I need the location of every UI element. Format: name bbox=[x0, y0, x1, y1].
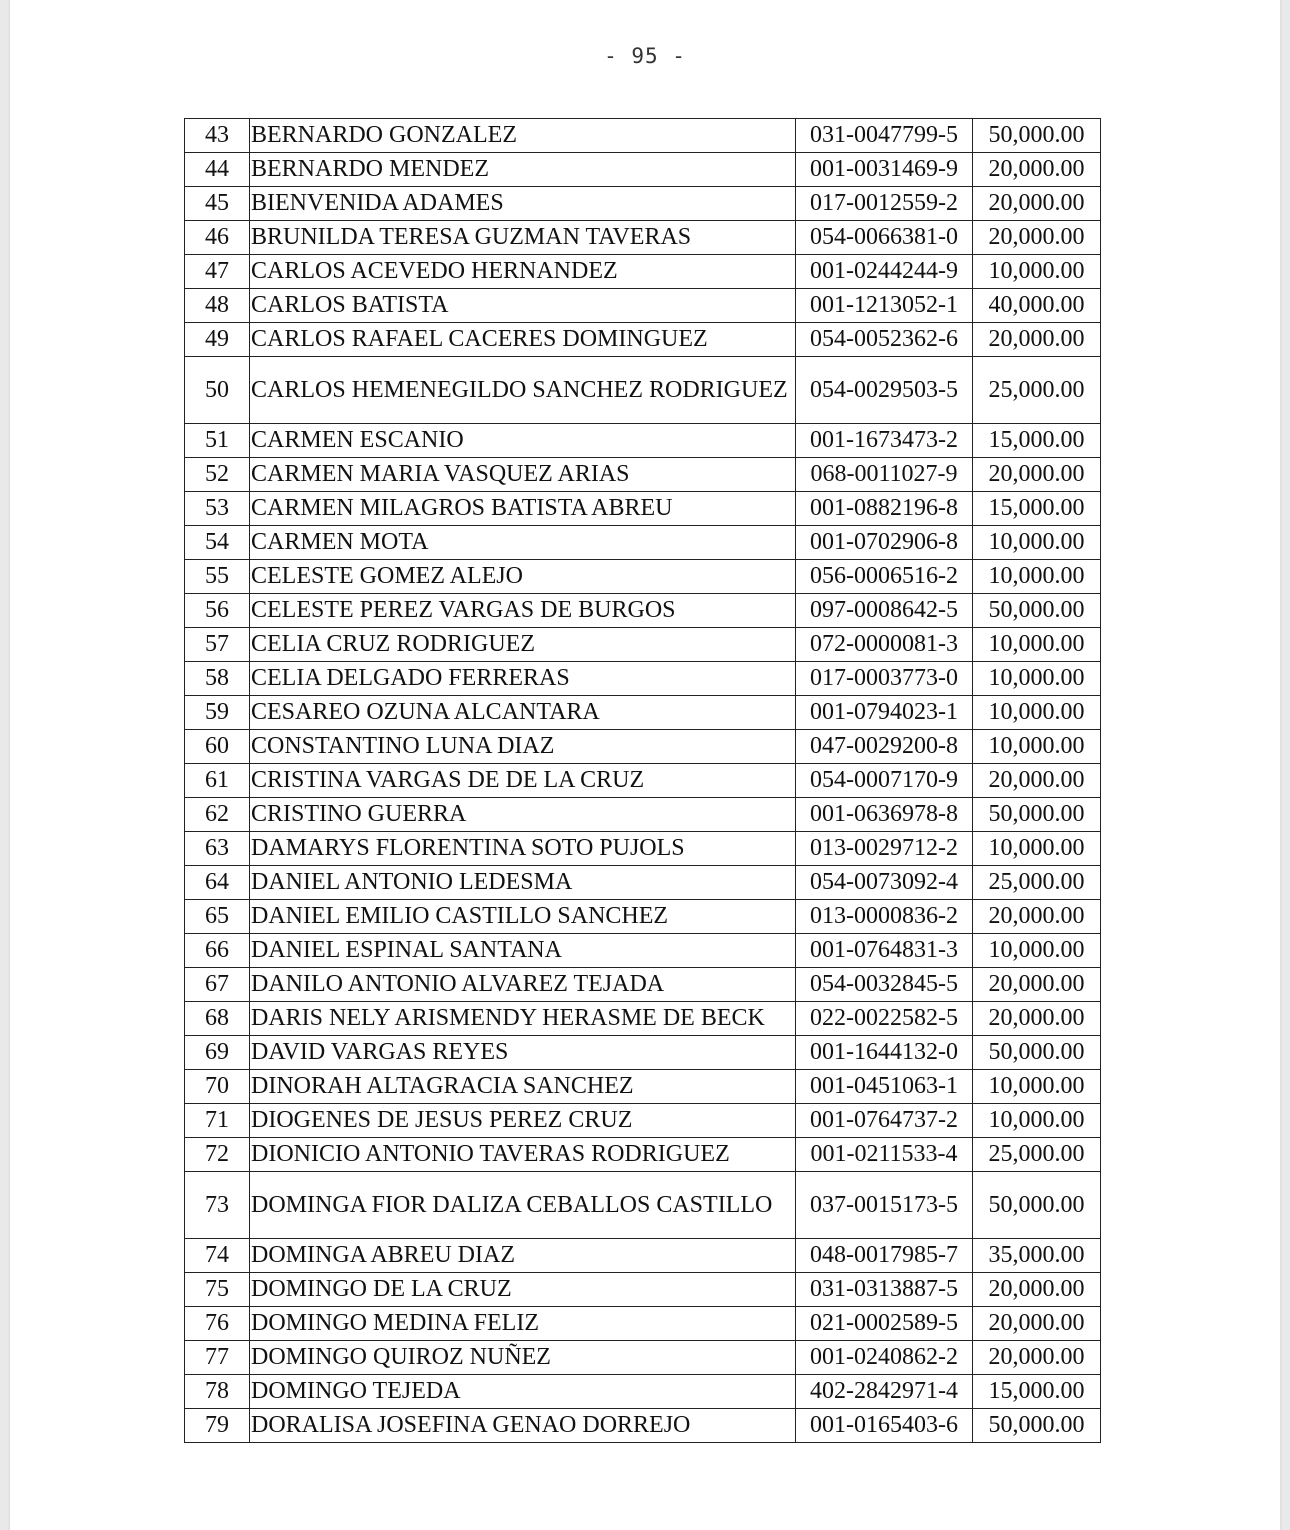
row-number-cell: 51 bbox=[185, 424, 250, 458]
amount-cell: 15,000.00 bbox=[973, 1375, 1101, 1409]
table-row bbox=[185, 560, 1101, 594]
id-number-cell: 056-0006516-2 bbox=[796, 560, 973, 594]
id-number-cell: 017-0003773-0 bbox=[796, 662, 973, 696]
table-row bbox=[185, 1002, 1101, 1036]
amount-cell: 20,000.00 bbox=[973, 323, 1101, 357]
name-cell: CELESTE GOMEZ ALEJO bbox=[250, 560, 796, 594]
name-cell: DOMINGO QUIROZ NUÑEZ bbox=[250, 1341, 796, 1375]
id-number-cell: 017-0012559-2 bbox=[796, 187, 973, 221]
table-row bbox=[185, 696, 1101, 730]
table-row bbox=[185, 866, 1101, 900]
amount-cell: 20,000.00 bbox=[973, 1273, 1101, 1307]
id-number-cell: 013-0000836-2 bbox=[796, 900, 973, 934]
amount-cell: 10,000.00 bbox=[973, 696, 1101, 730]
id-number-cell: 037-0015173-5 bbox=[796, 1172, 973, 1239]
row-number-cell: 47 bbox=[185, 255, 250, 289]
table-row bbox=[185, 1341, 1101, 1375]
row-number-cell: 70 bbox=[185, 1070, 250, 1104]
amount-cell: 10,000.00 bbox=[973, 934, 1101, 968]
row-number-cell: 56 bbox=[185, 594, 250, 628]
row-number-cell: 46 bbox=[185, 221, 250, 255]
row-number-cell: 58 bbox=[185, 662, 250, 696]
table-row bbox=[185, 934, 1101, 968]
table-row bbox=[185, 764, 1101, 798]
amount-cell: 10,000.00 bbox=[973, 1070, 1101, 1104]
name-cell: CRISTINA VARGAS DE DE LA CRUZ bbox=[250, 764, 796, 798]
table-row bbox=[185, 900, 1101, 934]
row-number-cell: 68 bbox=[185, 1002, 250, 1036]
amount-cell: 50,000.00 bbox=[973, 1036, 1101, 1070]
id-number-cell: 001-0240862-2 bbox=[796, 1341, 973, 1375]
amount-cell: 25,000.00 bbox=[973, 866, 1101, 900]
name-cell: CESAREO OZUNA ALCANTARA bbox=[250, 696, 796, 730]
amount-cell: 20,000.00 bbox=[973, 900, 1101, 934]
amount-cell: 20,000.00 bbox=[973, 1002, 1101, 1036]
amount-cell: 20,000.00 bbox=[973, 1341, 1101, 1375]
row-number-cell: 73 bbox=[185, 1172, 250, 1239]
name-cell: DANIEL EMILIO CASTILLO SANCHEZ bbox=[250, 900, 796, 934]
id-number-cell: 097-0008642-5 bbox=[796, 594, 973, 628]
name-cell: CARMEN MARIA VASQUEZ ARIAS bbox=[250, 458, 796, 492]
row-number-cell: 50 bbox=[185, 357, 250, 424]
amount-cell: 10,000.00 bbox=[973, 255, 1101, 289]
table-row bbox=[185, 1375, 1101, 1409]
amount-cell: 10,000.00 bbox=[973, 560, 1101, 594]
name-cell: DINORAH ALTAGRACIA SANCHEZ bbox=[250, 1070, 796, 1104]
row-number-cell: 65 bbox=[185, 900, 250, 934]
name-cell: CARLOS ACEVEDO HERNANDEZ bbox=[250, 255, 796, 289]
amount-cell: 20,000.00 bbox=[973, 764, 1101, 798]
row-number-cell: 78 bbox=[185, 1375, 250, 1409]
id-number-cell: 031-0047799-5 bbox=[796, 119, 973, 153]
amount-cell: 35,000.00 bbox=[973, 1239, 1101, 1273]
id-number-cell: 031-0313887-5 bbox=[796, 1273, 973, 1307]
name-cell: CARMEN MOTA bbox=[250, 526, 796, 560]
row-number-cell: 69 bbox=[185, 1036, 250, 1070]
id-number-cell: 013-0029712-2 bbox=[796, 832, 973, 866]
amount-cell: 50,000.00 bbox=[973, 1409, 1101, 1443]
row-number-cell: 63 bbox=[185, 832, 250, 866]
id-number-cell: 054-0066381-0 bbox=[796, 221, 973, 255]
name-cell: CARLOS HEMENEGILDO SANCHEZ RODRIGUEZ bbox=[250, 357, 796, 424]
table-row bbox=[185, 1307, 1101, 1341]
id-number-cell: 068-0011027-9 bbox=[796, 458, 973, 492]
row-number-cell: 49 bbox=[185, 323, 250, 357]
row-number-cell: 76 bbox=[185, 1307, 250, 1341]
name-cell: DARIS NELY ARISMENDY HERASME DE BECK bbox=[250, 1002, 796, 1036]
amount-cell: 20,000.00 bbox=[973, 187, 1101, 221]
table-row bbox=[185, 1409, 1101, 1443]
table-row bbox=[185, 1172, 1101, 1239]
amount-cell: 40,000.00 bbox=[973, 289, 1101, 323]
id-number-cell: 001-0702906-8 bbox=[796, 526, 973, 560]
id-number-cell: 054-0007170-9 bbox=[796, 764, 973, 798]
id-number-cell: 001-1673473-2 bbox=[796, 424, 973, 458]
name-cell: BERNARDO MENDEZ bbox=[250, 153, 796, 187]
amount-cell: 10,000.00 bbox=[973, 526, 1101, 560]
id-number-cell: 047-0029200-8 bbox=[796, 730, 973, 764]
row-number-cell: 59 bbox=[185, 696, 250, 730]
row-number-cell: 45 bbox=[185, 187, 250, 221]
id-number-cell: 054-0073092-4 bbox=[796, 866, 973, 900]
id-number-cell: 001-1213052-1 bbox=[796, 289, 973, 323]
row-number-cell: 64 bbox=[185, 866, 250, 900]
name-cell: DIOGENES DE JESUS PEREZ CRUZ bbox=[250, 1104, 796, 1138]
table-row bbox=[185, 662, 1101, 696]
table-row bbox=[185, 119, 1101, 153]
name-cell: DORALISA JOSEFINA GENAO DORREJO bbox=[250, 1409, 796, 1443]
row-number-cell: 77 bbox=[185, 1341, 250, 1375]
amount-cell: 20,000.00 bbox=[973, 221, 1101, 255]
roster-table-body bbox=[185, 119, 1101, 1443]
row-number-cell: 43 bbox=[185, 119, 250, 153]
row-number-cell: 67 bbox=[185, 968, 250, 1002]
row-number-cell: 71 bbox=[185, 1104, 250, 1138]
row-number-cell: 75 bbox=[185, 1273, 250, 1307]
id-number-cell: 072-0000081-3 bbox=[796, 628, 973, 662]
name-cell: BIENVENIDA ADAMES bbox=[250, 187, 796, 221]
id-number-cell: 001-0764831-3 bbox=[796, 934, 973, 968]
name-cell: CELESTE PEREZ VARGAS DE BURGOS bbox=[250, 594, 796, 628]
name-cell: CARMEN ESCANIO bbox=[250, 424, 796, 458]
id-number-cell: 048-0017985-7 bbox=[796, 1239, 973, 1273]
id-number-cell: 001-0764737-2 bbox=[796, 1104, 973, 1138]
name-cell: DAMARYS FLORENTINA SOTO PUJOLS bbox=[250, 832, 796, 866]
id-number-cell: 001-0451063-1 bbox=[796, 1070, 973, 1104]
row-number-cell: 79 bbox=[185, 1409, 250, 1443]
row-number-cell: 60 bbox=[185, 730, 250, 764]
roster-table bbox=[184, 118, 1101, 1443]
amount-cell: 10,000.00 bbox=[973, 730, 1101, 764]
amount-cell: 50,000.00 bbox=[973, 119, 1101, 153]
id-number-cell: 021-0002589-5 bbox=[796, 1307, 973, 1341]
name-cell: DIONICIO ANTONIO TAVERAS RODRIGUEZ bbox=[250, 1138, 796, 1172]
amount-cell: 20,000.00 bbox=[973, 968, 1101, 1002]
name-cell: CONSTANTINO LUNA DIAZ bbox=[250, 730, 796, 764]
row-number-cell: 74 bbox=[185, 1239, 250, 1273]
table-row bbox=[185, 492, 1101, 526]
name-cell: CARLOS BATISTA bbox=[250, 289, 796, 323]
table-row bbox=[185, 1239, 1101, 1273]
amount-cell: 50,000.00 bbox=[973, 594, 1101, 628]
id-number-cell: 001-0636978-8 bbox=[796, 798, 973, 832]
id-number-cell: 001-0244244-9 bbox=[796, 255, 973, 289]
name-cell: BERNARDO GONZALEZ bbox=[250, 119, 796, 153]
name-cell: DANIEL ANTONIO LEDESMA bbox=[250, 866, 796, 900]
name-cell: CRISTINO GUERRA bbox=[250, 798, 796, 832]
id-number-cell: 001-0031469-9 bbox=[796, 153, 973, 187]
id-number-cell: 001-0794023-1 bbox=[796, 696, 973, 730]
table-row bbox=[185, 323, 1101, 357]
row-number-cell: 57 bbox=[185, 628, 250, 662]
name-cell: CELIA CRUZ RODRIGUEZ bbox=[250, 628, 796, 662]
amount-cell: 25,000.00 bbox=[973, 357, 1101, 424]
amount-cell: 15,000.00 bbox=[973, 424, 1101, 458]
page-number: - 95 - bbox=[604, 44, 686, 68]
document-page bbox=[10, 0, 1280, 1530]
amount-cell: 20,000.00 bbox=[973, 458, 1101, 492]
table-row bbox=[185, 968, 1101, 1002]
amount-cell: 10,000.00 bbox=[973, 628, 1101, 662]
name-cell: CARLOS RAFAEL CACERES DOMINGUEZ bbox=[250, 323, 796, 357]
table-row bbox=[185, 832, 1101, 866]
amount-cell: 10,000.00 bbox=[973, 1104, 1101, 1138]
row-number-cell: 54 bbox=[185, 526, 250, 560]
table-row bbox=[185, 1104, 1101, 1138]
table-row bbox=[185, 458, 1101, 492]
name-cell: DOMINGO MEDINA FELIZ bbox=[250, 1307, 796, 1341]
amount-cell: 10,000.00 bbox=[973, 832, 1101, 866]
row-number-cell: 53 bbox=[185, 492, 250, 526]
table-row bbox=[185, 1138, 1101, 1172]
name-cell: BRUNILDA TERESA GUZMAN TAVERAS bbox=[250, 221, 796, 255]
name-cell: DANILO ANTONIO ALVAREZ TEJADA bbox=[250, 968, 796, 1002]
table-row bbox=[185, 424, 1101, 458]
amount-cell: 25,000.00 bbox=[973, 1138, 1101, 1172]
name-cell: CARMEN MILAGROS BATISTA ABREU bbox=[250, 492, 796, 526]
row-number-cell: 52 bbox=[185, 458, 250, 492]
table-row bbox=[185, 730, 1101, 764]
name-cell: DANIEL ESPINAL SANTANA bbox=[250, 934, 796, 968]
name-cell: CELIA DELGADO FERRERAS bbox=[250, 662, 796, 696]
id-number-cell: 001-0882196-8 bbox=[796, 492, 973, 526]
row-number-cell: 62 bbox=[185, 798, 250, 832]
amount-cell: 20,000.00 bbox=[973, 1307, 1101, 1341]
id-number-cell: 054-0029503-5 bbox=[796, 357, 973, 424]
table-row bbox=[185, 628, 1101, 662]
table-row bbox=[185, 221, 1101, 255]
table-row bbox=[185, 1036, 1101, 1070]
table-row bbox=[185, 153, 1101, 187]
id-number-cell: 054-0052362-6 bbox=[796, 323, 973, 357]
row-number-cell: 66 bbox=[185, 934, 250, 968]
row-number-cell: 55 bbox=[185, 560, 250, 594]
table-row bbox=[185, 798, 1101, 832]
name-cell: DOMINGO DE LA CRUZ bbox=[250, 1273, 796, 1307]
amount-cell: 50,000.00 bbox=[973, 1172, 1101, 1239]
row-number-cell: 61 bbox=[185, 764, 250, 798]
amount-cell: 50,000.00 bbox=[973, 798, 1101, 832]
amount-cell: 20,000.00 bbox=[973, 153, 1101, 187]
amount-cell: 10,000.00 bbox=[973, 662, 1101, 696]
name-cell: DOMINGA FIOR DALIZA CEBALLOS CASTILLO bbox=[250, 1172, 796, 1239]
name-cell: DAVID VARGAS REYES bbox=[250, 1036, 796, 1070]
id-number-cell: 402-2842971-4 bbox=[796, 1375, 973, 1409]
id-number-cell: 001-0211533-4 bbox=[796, 1138, 973, 1172]
name-cell: DOMINGA ABREU DIAZ bbox=[250, 1239, 796, 1273]
table-row bbox=[185, 594, 1101, 628]
row-number-cell: 72 bbox=[185, 1138, 250, 1172]
id-number-cell: 001-1644132-0 bbox=[796, 1036, 973, 1070]
table-row bbox=[185, 255, 1101, 289]
name-cell: DOMINGO TEJEDA bbox=[250, 1375, 796, 1409]
table-row bbox=[185, 289, 1101, 323]
id-number-cell: 022-0022582-5 bbox=[796, 1002, 973, 1036]
table-row bbox=[185, 526, 1101, 560]
table-row bbox=[185, 357, 1101, 424]
id-number-cell: 054-0032845-5 bbox=[796, 968, 973, 1002]
table-row bbox=[185, 1070, 1101, 1104]
row-number-cell: 48 bbox=[185, 289, 250, 323]
table-row bbox=[185, 187, 1101, 221]
table-row bbox=[185, 1273, 1101, 1307]
id-number-cell: 001-0165403-6 bbox=[796, 1409, 973, 1443]
amount-cell: 15,000.00 bbox=[973, 492, 1101, 526]
row-number-cell: 44 bbox=[185, 153, 250, 187]
